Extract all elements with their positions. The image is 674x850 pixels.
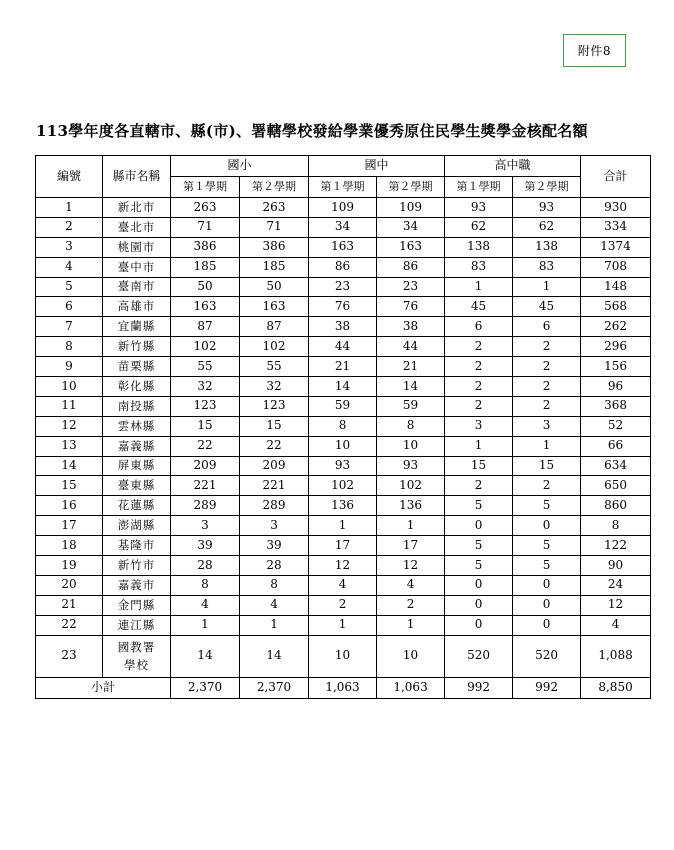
table-cell: 2: [445, 377, 513, 397]
table-cell: 520: [513, 635, 581, 677]
table-cell: 86: [309, 257, 377, 277]
row-number: 23: [36, 635, 103, 677]
table-cell: 3: [445, 416, 513, 436]
table-cell: 2: [445, 337, 513, 357]
header-semester-1: 第１學期: [171, 177, 240, 198]
table-cell: 102: [240, 337, 309, 357]
document-title: 113學年度各直轄市、縣(市)、署轄學校發給學業優秀原住民學生獎學金核配名額: [36, 122, 588, 140]
table-cell: 2,370: [240, 677, 309, 698]
table-cell: 83: [513, 257, 581, 277]
table-row: [36, 396, 651, 416]
table-cell: 5: [445, 556, 513, 576]
table-cell: 860: [581, 496, 651, 516]
table-cell: 62: [445, 217, 513, 237]
table-row: [36, 536, 651, 556]
table-cell: 14: [377, 377, 445, 397]
county-name: 基隆市: [103, 536, 171, 556]
table-cell: 76: [377, 297, 445, 317]
county-name: 雲林縣: [103, 416, 171, 436]
table-cell: 71: [171, 217, 240, 237]
row-number: 9: [36, 357, 103, 377]
table-cell: 138: [445, 237, 513, 257]
county-name: 苗栗縣: [103, 357, 171, 377]
table-cell: 93: [377, 456, 445, 476]
table-row: [36, 615, 651, 635]
table-row: [36, 277, 651, 297]
table-cell: 5: [513, 496, 581, 516]
table-cell: 5: [445, 536, 513, 556]
table-cell: 520: [445, 635, 513, 677]
table-cell: 3: [171, 516, 240, 536]
table-row: [36, 297, 651, 317]
table-cell: 8: [377, 416, 445, 436]
table-cell: 96: [581, 377, 651, 397]
table-cell: 2: [445, 357, 513, 377]
row-number: 16: [36, 496, 103, 516]
table-cell: 368: [581, 396, 651, 416]
table-cell: 24: [581, 575, 651, 595]
row-number: 1: [36, 198, 103, 218]
county-name: 桃園市: [103, 237, 171, 257]
table-cell: 109: [309, 198, 377, 218]
table-cell: 263: [240, 198, 309, 218]
table-cell: 2: [513, 377, 581, 397]
table-cell: 163: [240, 297, 309, 317]
header-semester-2: 第２學期: [240, 177, 309, 198]
table-cell: 45: [513, 297, 581, 317]
county-name: 新竹縣: [103, 337, 171, 357]
table-cell: 38: [309, 317, 377, 337]
county-name: 新北市: [103, 198, 171, 218]
table-row: [36, 575, 651, 595]
table-cell: 1: [309, 615, 377, 635]
table-cell: 23: [377, 277, 445, 297]
table-cell: 15: [171, 416, 240, 436]
table-cell: 15: [240, 416, 309, 436]
table-cell: 10: [309, 436, 377, 456]
subtotal-label: 小計: [36, 677, 171, 698]
county-name: 臺東縣: [103, 476, 171, 496]
table-cell: 185: [171, 257, 240, 277]
table-cell: 334: [581, 217, 651, 237]
table-cell: 1,088: [581, 635, 651, 677]
row-number: 6: [36, 297, 103, 317]
table-cell: 156: [581, 357, 651, 377]
table-cell: 2: [445, 476, 513, 496]
county-name-line-1: 國教署: [117, 639, 156, 654]
table-cell: 1: [513, 277, 581, 297]
row-number: 22: [36, 615, 103, 635]
table-cell: 386: [240, 237, 309, 257]
table-cell: 209: [240, 456, 309, 476]
table-cell: 0: [445, 516, 513, 536]
table-cell: 28: [171, 556, 240, 576]
table-cell: 93: [309, 456, 377, 476]
header-county: 縣市名稱: [103, 156, 171, 198]
table-cell: 28: [240, 556, 309, 576]
table-cell: 15: [513, 456, 581, 476]
table-cell: 1: [377, 516, 445, 536]
table-row: [36, 217, 651, 237]
table-cell: 83: [445, 257, 513, 277]
county-name: 南投縣: [103, 396, 171, 416]
table-cell: 8: [581, 516, 651, 536]
table-row: [36, 337, 651, 357]
header-no: 編號: [36, 156, 103, 198]
table-cell: 0: [513, 595, 581, 615]
table-cell: 2: [513, 476, 581, 496]
table-cell: 2: [309, 595, 377, 615]
row-number: 10: [36, 377, 103, 397]
county-name: 臺北市: [103, 217, 171, 237]
table-cell: 2: [445, 396, 513, 416]
row-number: 21: [36, 595, 103, 615]
table-cell: 122: [581, 536, 651, 556]
table-cell: 34: [377, 217, 445, 237]
attachment-label: 附件8: [563, 34, 626, 67]
table-cell: 93: [445, 198, 513, 218]
table-cell: 17: [377, 536, 445, 556]
table-cell: 22: [171, 436, 240, 456]
table-cell: 5: [513, 556, 581, 576]
table-cell: 1: [240, 615, 309, 635]
table-cell: 2: [513, 396, 581, 416]
table-cell: 102: [309, 476, 377, 496]
table-cell: 93: [513, 198, 581, 218]
table-cell: 6: [445, 317, 513, 337]
row-number: 14: [36, 456, 103, 476]
table-cell: 71: [240, 217, 309, 237]
row-number: 8: [36, 337, 103, 357]
table-cell: 21: [377, 357, 445, 377]
table-cell: 289: [171, 496, 240, 516]
header-semester-1: 第１學期: [445, 177, 513, 198]
table-cell: 39: [171, 536, 240, 556]
table-row: [36, 198, 651, 218]
table-cell: 8: [240, 575, 309, 595]
table-cell: 2: [377, 595, 445, 615]
county-name: [103, 635, 171, 677]
table-cell: 221: [171, 476, 240, 496]
table-cell: 8: [309, 416, 377, 436]
table-cell: 992: [445, 677, 513, 698]
subtotal-row: [36, 677, 651, 698]
table-row: [36, 317, 651, 337]
table-cell: 4: [377, 575, 445, 595]
table-cell: 10: [377, 436, 445, 456]
table-cell: 3: [240, 516, 309, 536]
table-cell: 66: [581, 436, 651, 456]
table-cell: 14: [309, 377, 377, 397]
table-cell: 0: [445, 615, 513, 635]
county-name: 嘉義市: [103, 575, 171, 595]
table-cell: 930: [581, 198, 651, 218]
table-row: [36, 496, 651, 516]
table-cell: 263: [171, 198, 240, 218]
table-row: [36, 595, 651, 615]
row-number: 3: [36, 237, 103, 257]
table-cell: 87: [240, 317, 309, 337]
table-row: [36, 416, 651, 436]
county-name: 臺南市: [103, 277, 171, 297]
table-cell: 87: [171, 317, 240, 337]
table-cell: 4: [171, 595, 240, 615]
table-cell: 262: [581, 317, 651, 337]
county-name: 新竹市: [103, 556, 171, 576]
table-cell: 102: [377, 476, 445, 496]
table-cell: 12: [309, 556, 377, 576]
county-name: 連江縣: [103, 615, 171, 635]
table-cell: 123: [171, 396, 240, 416]
row-number: 5: [36, 277, 103, 297]
table-cell: 1: [171, 615, 240, 635]
table-cell: 5: [513, 536, 581, 556]
table-cell: 8,850: [581, 677, 651, 698]
table-cell: 14: [240, 635, 309, 677]
table-cell: 17: [309, 536, 377, 556]
row-number: 11: [36, 396, 103, 416]
header-total: 合計: [581, 156, 651, 198]
table-cell: 10: [377, 635, 445, 677]
header-junior-high: 國中: [309, 156, 445, 177]
row-number: 4: [36, 257, 103, 277]
table-cell: 2,370: [171, 677, 240, 698]
table-cell: 5: [445, 496, 513, 516]
table-row: [36, 377, 651, 397]
table-cell: 163: [377, 237, 445, 257]
table-cell: 1: [445, 436, 513, 456]
table-cell: 12: [377, 556, 445, 576]
table-cell: 21: [309, 357, 377, 377]
header-semester-1: 第１學期: [309, 177, 377, 198]
table-row: [36, 257, 651, 277]
table-cell: 59: [377, 396, 445, 416]
table-row: [36, 237, 651, 257]
table-cell: 90: [581, 556, 651, 576]
table-cell: 568: [581, 297, 651, 317]
table-cell: 708: [581, 257, 651, 277]
table-cell: 1,063: [309, 677, 377, 698]
table-cell: 4: [240, 595, 309, 615]
table-cell: 1: [445, 277, 513, 297]
table-cell: 59: [309, 396, 377, 416]
table-cell: 148: [581, 277, 651, 297]
table-cell: 38: [377, 317, 445, 337]
county-name: 嘉義縣: [103, 436, 171, 456]
row-number: 7: [36, 317, 103, 337]
table-cell: 163: [309, 237, 377, 257]
table-cell: 221: [240, 476, 309, 496]
header-semester-2: 第２學期: [377, 177, 445, 198]
quota-table: [35, 155, 651, 699]
table-cell: 4: [581, 615, 651, 635]
row-number: 2: [36, 217, 103, 237]
table-row: [36, 456, 651, 476]
header-senior-high: 高中職: [445, 156, 581, 177]
table-cell: 50: [240, 277, 309, 297]
table-cell: 44: [309, 337, 377, 357]
table-row: [36, 516, 651, 536]
table-cell: 138: [513, 237, 581, 257]
row-number: 13: [36, 436, 103, 456]
county-name: 金門縣: [103, 595, 171, 615]
table-cell: 8: [171, 575, 240, 595]
table-cell: 0: [513, 575, 581, 595]
table-cell: 136: [377, 496, 445, 516]
table-cell: 2: [513, 337, 581, 357]
table-cell: 0: [513, 516, 581, 536]
table-cell: 10: [309, 635, 377, 677]
header-semester-2: 第２學期: [513, 177, 581, 198]
table-row: [36, 357, 651, 377]
table-row: [36, 436, 651, 456]
table-row: [36, 635, 651, 677]
county-name-line-2: 學校: [124, 658, 149, 673]
table-cell: 34: [309, 217, 377, 237]
table-cell: 62: [513, 217, 581, 237]
table-cell: 50: [171, 277, 240, 297]
table-row: [36, 476, 651, 496]
header-elementary: 國小: [171, 156, 309, 177]
row-number: 15: [36, 476, 103, 496]
row-number: 18: [36, 536, 103, 556]
table-cell: 1,063: [377, 677, 445, 698]
table-cell: 102: [171, 337, 240, 357]
table-cell: 289: [240, 496, 309, 516]
table-cell: 296: [581, 337, 651, 357]
table-cell: 12: [581, 595, 651, 615]
county-name: 宜蘭縣: [103, 317, 171, 337]
table-cell: 163: [171, 297, 240, 317]
table-cell: 86: [377, 257, 445, 277]
county-name: 臺中市: [103, 257, 171, 277]
table-cell: 1374: [581, 237, 651, 257]
table-cell: 2: [513, 357, 581, 377]
table-cell: 15: [445, 456, 513, 476]
table-cell: 0: [445, 575, 513, 595]
table-cell: 209: [171, 456, 240, 476]
table-cell: 992: [513, 677, 581, 698]
table-cell: 123: [240, 396, 309, 416]
table-cell: 185: [240, 257, 309, 277]
table-cell: 634: [581, 456, 651, 476]
table-cell: 1: [377, 615, 445, 635]
county-name: 澎湖縣: [103, 516, 171, 536]
table-cell: 136: [309, 496, 377, 516]
table-cell: 0: [513, 615, 581, 635]
table-cell: 32: [240, 377, 309, 397]
table-cell: 4: [309, 575, 377, 595]
table-cell: 55: [171, 357, 240, 377]
header-row-groups: [36, 156, 651, 177]
row-number: 20: [36, 575, 103, 595]
county-name: 花蓮縣: [103, 496, 171, 516]
county-name: 彰化縣: [103, 377, 171, 397]
table-cell: 44: [377, 337, 445, 357]
table-cell: 23: [309, 277, 377, 297]
table-cell: 55: [240, 357, 309, 377]
table-cell: 0: [445, 595, 513, 615]
table-cell: 14: [171, 635, 240, 677]
table-row: [36, 556, 651, 576]
table-cell: 6: [513, 317, 581, 337]
table-cell: 1: [309, 516, 377, 536]
table-cell: 45: [445, 297, 513, 317]
table-cell: 39: [240, 536, 309, 556]
table-cell: 76: [309, 297, 377, 317]
table-cell: 52: [581, 416, 651, 436]
row-number: 17: [36, 516, 103, 536]
county-name: 高雄市: [103, 297, 171, 317]
table-cell: 386: [171, 237, 240, 257]
county-name: 屏東縣: [103, 456, 171, 476]
table-cell: 22: [240, 436, 309, 456]
table-cell: 109: [377, 198, 445, 218]
table-cell: 1: [513, 436, 581, 456]
table-cell: 3: [513, 416, 581, 436]
row-number: 19: [36, 556, 103, 576]
table-cell: 32: [171, 377, 240, 397]
row-number: 12: [36, 416, 103, 436]
table-cell: 650: [581, 476, 651, 496]
